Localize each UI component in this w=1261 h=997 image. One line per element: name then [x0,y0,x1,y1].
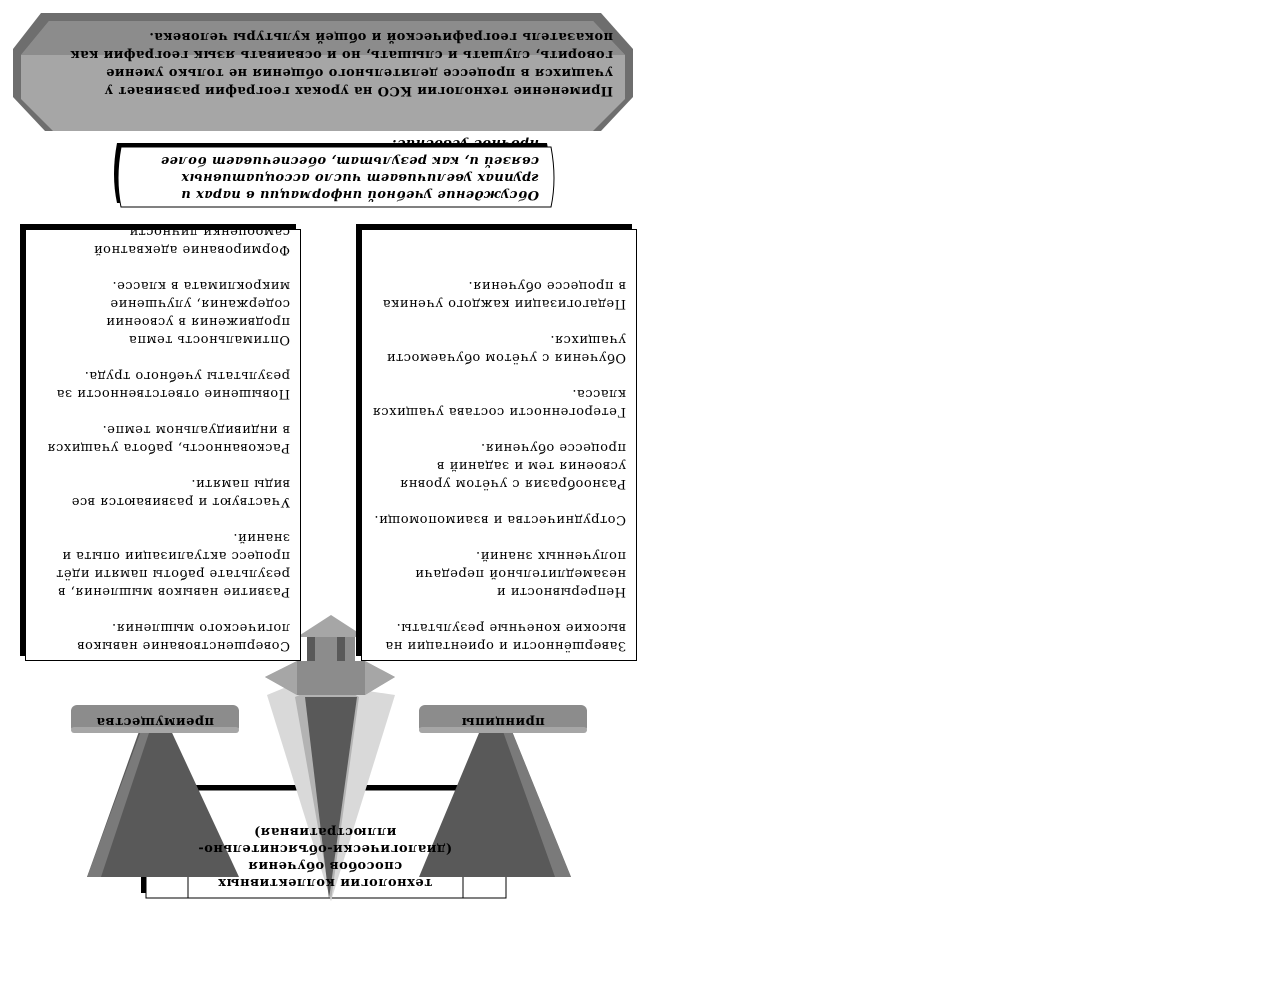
scroll-text: Обсуждение учебной информации в парах и группах увеличивает число ассоциативных связей и, как результат, обеспечивает более прочное усвоение. [160,136,539,202]
principle-item-1: Завершённости и ориентации на высокие конечные результаты. [384,620,626,653]
principles-box [361,229,637,661]
principle-item-2: Непрерывности и незамедлительной передачи полученных знаний. [414,548,626,599]
advantages-box [25,224,301,661]
advantage-item-4: Раскованность, работа учащихся в индивидуальном темпе. [46,422,290,455]
advantage-item-3: Участвуют и развиваются все виды памяти. [71,476,290,509]
conclusion-text: Применение технологии КСО на уроках географии развивает у учащихся в процессе делятельного общения не только умение говорить, слушать и слышать, но и осваивать язык географии как показатель географической и общей культуры человека. [69,29,613,98]
advantage-item-5: Повышение ответственности за результаты учебного труда. [56,368,290,401]
technology-title: технологии коллективных способов обучения (диалогически-объяснительно-иллюстративная) [197,824,453,890]
advantage-item-6: Оптимальность темпа продвижения в усвоении содержания, улучшение микроклимата в классе. [105,278,290,347]
principle-item-7: Педагогизации каждого ученика в процессе обучения. [382,278,626,311]
advantage-item-2: Развитие навыков мышления, в результате работы памяти идёт процесс актуализации опыта и знаний. [55,530,290,599]
principle-item-3: Сотрудничества и взаимопомощи. [373,512,626,527]
principle-item-4: Разнообразия с учётом уровня усвоения тем и заданий в процессе обучения. [399,440,626,491]
advantages-label: преимущества [96,714,214,729]
principle-item-6: Обучения с учётом обучаемости учащихся. [386,332,626,365]
principles-label: принципы [461,714,545,729]
advantage-item-7: Формирование адекватной самооценки личности. [93,224,290,257]
principle-item-5: Гетерогенности состава учащихся класса. [372,386,626,419]
advantage-item-1: Совершенствование навыков логического мышления. [76,620,290,653]
